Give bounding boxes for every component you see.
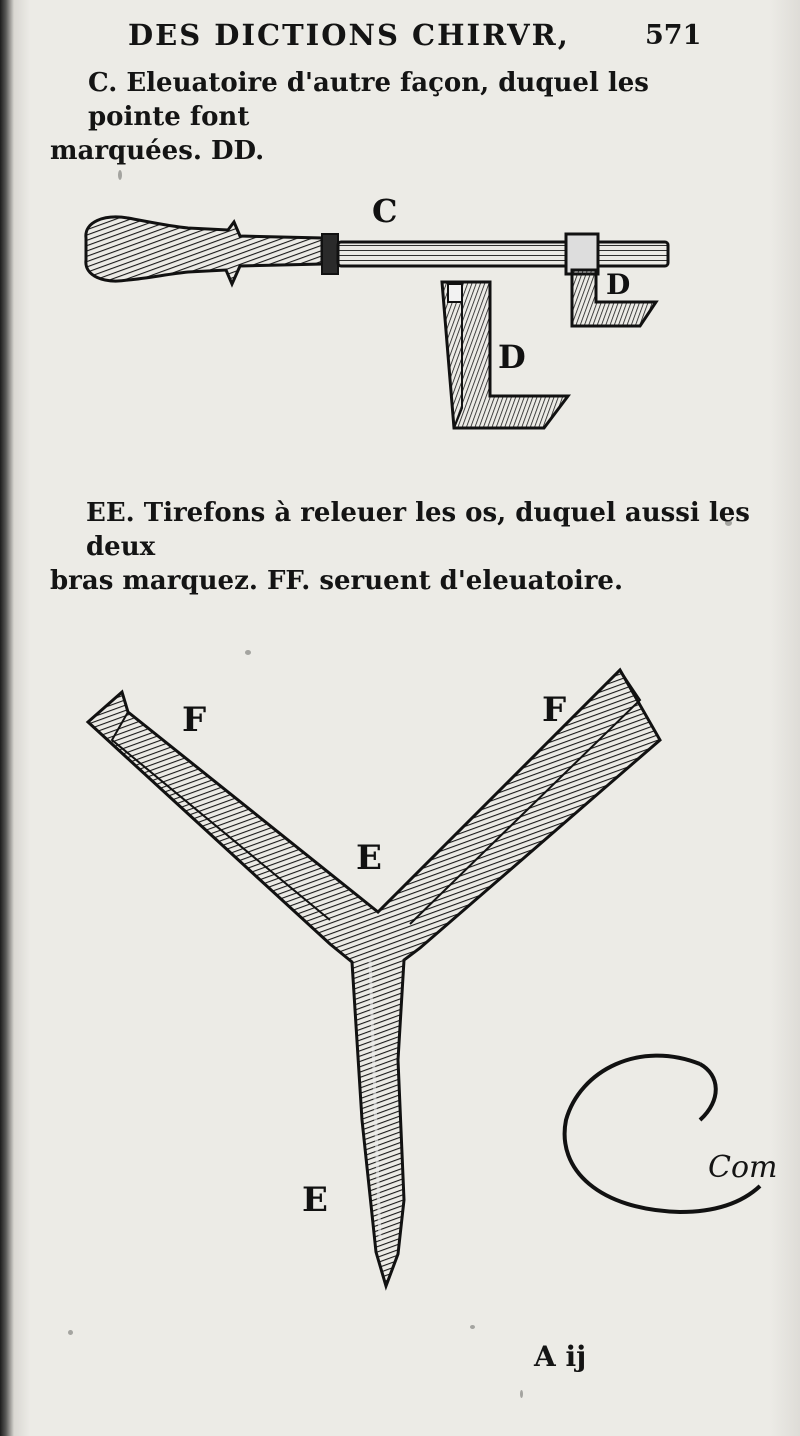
caption-elevator-line-1: C. Eleuatoire d'autre façon, duquel les pointe font — [88, 68, 649, 132]
caption-tirefons-line-1: EE. Tirefons à releuer les os, duquel aussi les deux — [86, 498, 750, 562]
elevator-handle — [86, 217, 338, 284]
caption-elevator-line-2: marquées. DD. — [50, 136, 265, 166]
label-f-left: F — [182, 700, 207, 740]
label-c: C — [372, 192, 398, 230]
label-d-attached: D — [606, 268, 631, 301]
handwritten-flourish — [565, 1056, 760, 1212]
label-d-detached: D — [498, 338, 526, 376]
tirefons-illustration — [88, 670, 660, 1286]
caption-tirefons-line-2: bras marquez. FF. seruent d'eleuatoire. — [50, 566, 624, 596]
label-f-right: F — [542, 690, 567, 730]
running-header: DES DICTIONS CHIRVR, — [128, 18, 570, 52]
page-number: 571 — [645, 20, 702, 51]
label-e-upper: E — [356, 838, 382, 878]
label-e-lower: E — [302, 1180, 328, 1220]
signature-mark: A ij — [534, 1340, 587, 1373]
handwritten-word: Com — [708, 1150, 778, 1185]
